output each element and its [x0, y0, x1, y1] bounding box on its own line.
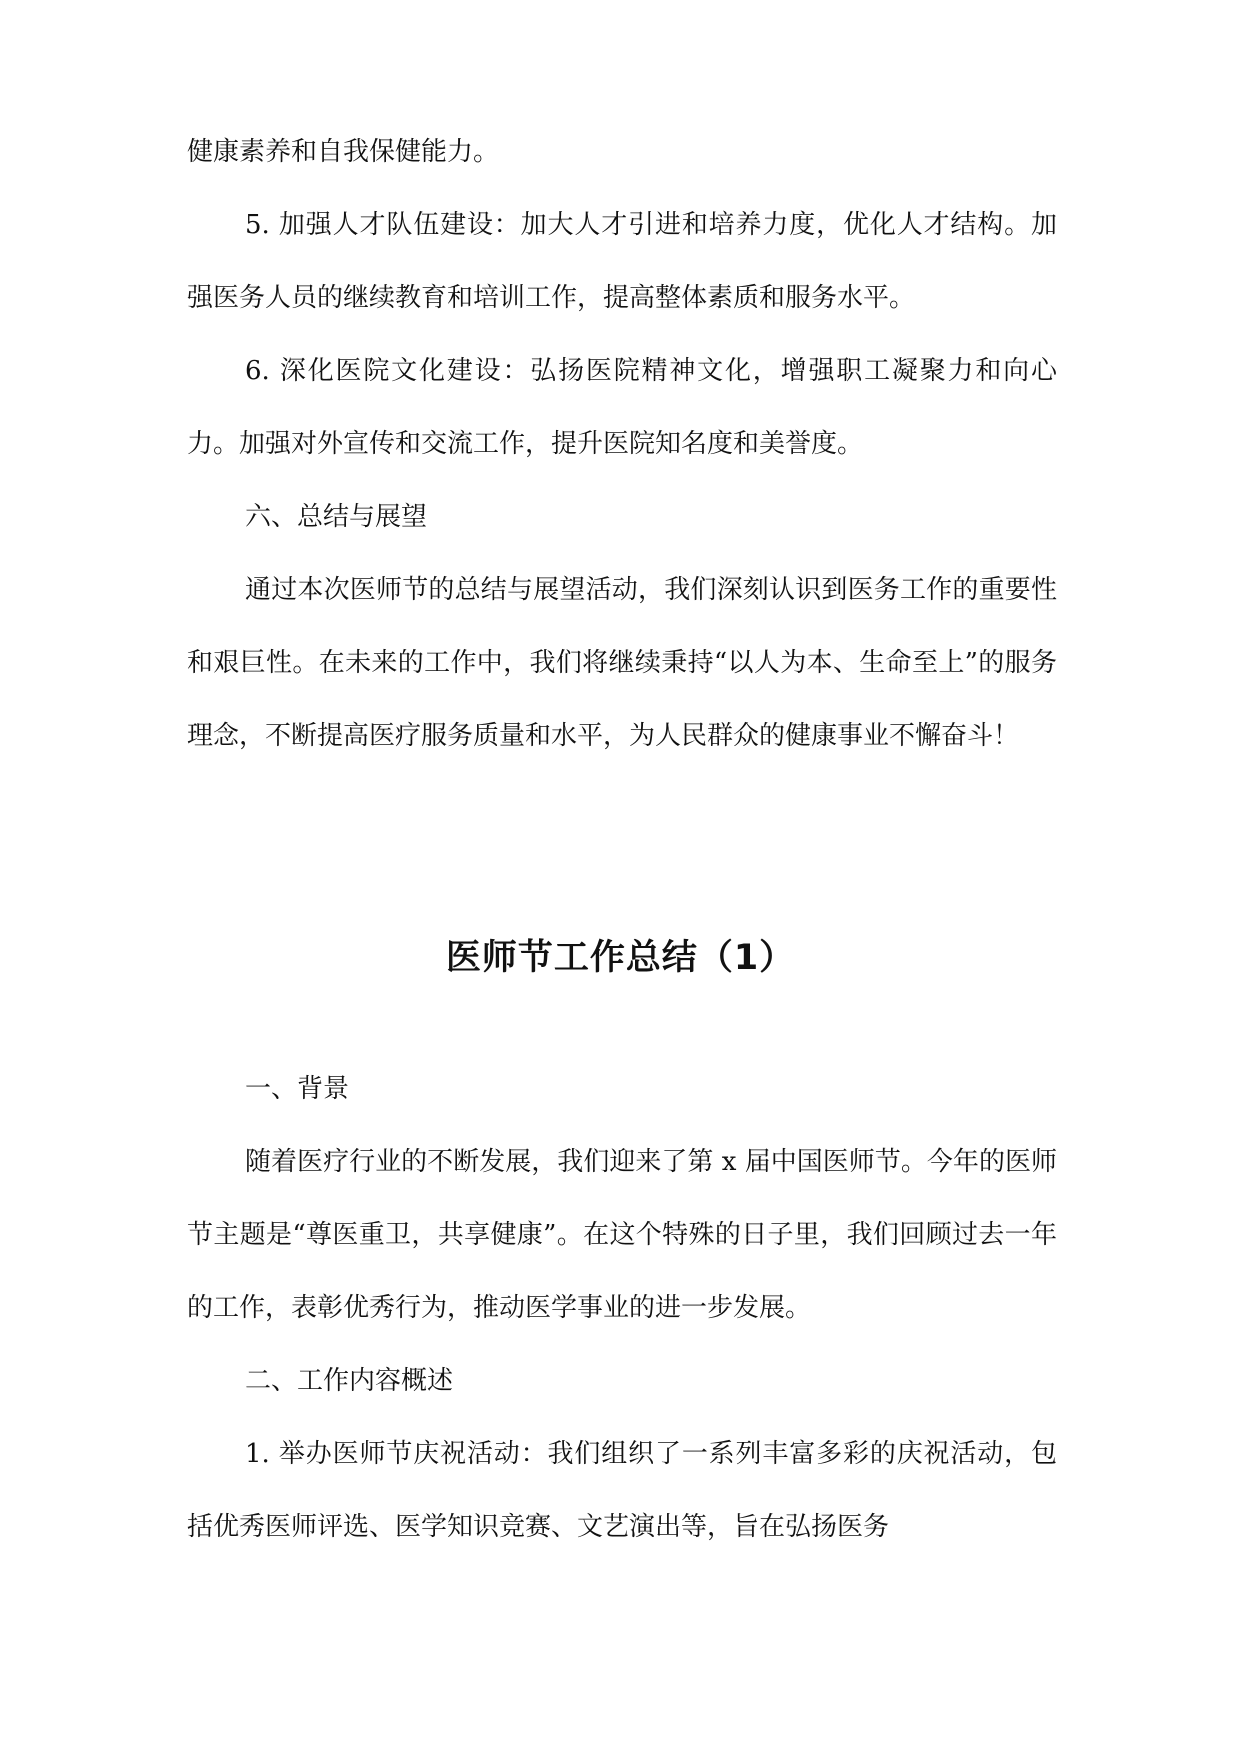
- list-item-5: 5. 加强人才队伍建设：加大人才引进和培养力度，优化人才结构。加强医务人员的继续教育和培训工作，提高整体素质和服务水平。: [187, 210, 1057, 313]
- lower-text-block: [187, 1053, 1057, 1564]
- section-heading-background: 一、背景: [245, 1074, 350, 1104]
- upper-text-block: [187, 116, 1057, 773]
- continued-paragraph: 健康素养和自我保健能力。: [187, 137, 500, 167]
- list-item-6: 6. 深化医院文化建设：弘扬医院精神文化，增强职工凝聚力和向心力。加强对外宣传和交流工作，提升医院知名度和美誉度。: [187, 356, 1057, 459]
- summary-paragraph: 通过本次医师节的总结与展望活动，我们深刻认识到医务工作的重要性和艰巨性。在未来的工作中，我们将继续秉持“以人为本、生命至上”的服务理念，不断提高医疗服务质量和水平，为人民群众的健康事业不懈奋斗！: [187, 575, 1057, 751]
- section-heading-work-overview: 二、工作内容概述: [245, 1366, 454, 1396]
- section-heading-summary: 六、总结与展望: [245, 502, 428, 532]
- background-paragraph: 随着医疗行业的不断发展，我们迎来了第 x 届中国医师节。今年的医师节主题是“尊医重卫，共享健康”。在这个特殊的日子里，我们回顾过去一年的工作，表彰优秀行为，推动医学事业的进一步发展。: [187, 1147, 1057, 1323]
- list-item-1: 1. 举办医师节庆祝活动：我们组织了一系列丰富多彩的庆祝活动，包括优秀医师评选、医学知识竞赛、文艺演出等，旨在弘扬医务: [187, 1439, 1057, 1542]
- document-title: 医师节工作总结（1）: [445, 938, 796, 978]
